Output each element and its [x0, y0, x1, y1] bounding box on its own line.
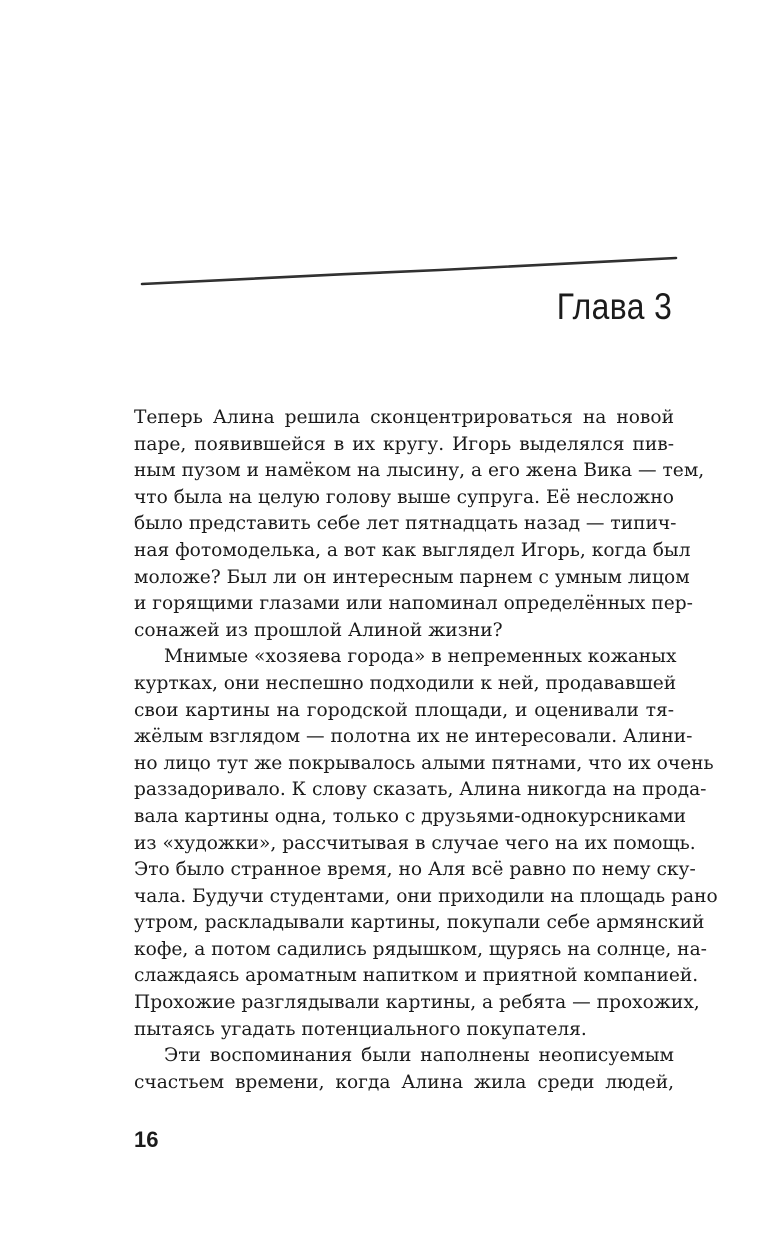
- text-line: Прохожие разглядывали картины, а ребята — прохожих,: [134, 992, 700, 1014]
- text-line: чала. Будучи студентами, они приходили на площадь рано: [134, 885, 718, 907]
- text-line: что была на целую голову выше супруга. Её несложно: [134, 486, 674, 508]
- text-line: и горящими глазами или напоминал определённых пер-: [134, 593, 693, 615]
- text-line: Теперь Алина решила сконцентрироваться на новой: [134, 407, 674, 428]
- text-line: счастьем времени, когда Алина жила среди людей,: [134, 1071, 674, 1093]
- page-number: 16: [134, 1127, 159, 1152]
- text-line: было представить себе лет пятнадцать назад — типич-: [134, 513, 677, 535]
- text-line: раззадоривало. К слову сказать, Алина никогда на прода-: [134, 779, 707, 801]
- text-line: кофе, а потом садились рядышком, щурясь на солнце, на-: [134, 938, 707, 960]
- text-line: Эти воспоминания были наполнены неописуемым: [164, 1045, 674, 1067]
- text-line: Это было странное время, но Аля всё равно по нему ску-: [134, 859, 696, 881]
- text-line: ная фотомоделька, а вот как выглядел Игорь, когда был: [134, 539, 691, 561]
- text-line: паре, появившейся в их кругу. Игорь выделялся пив-: [134, 433, 674, 455]
- text-line: жёлым взглядом — полотна их не интересовали. Алини-: [134, 726, 693, 748]
- text-line: но лицо тут же покрывалось алыми пятнами, что их очень: [134, 752, 714, 774]
- text-line: вала картины одна, только с друзьями-однокурсниками: [134, 805, 687, 827]
- text-line: куртках, они неспешно подходили к ней, продававшей: [134, 672, 677, 694]
- text-line: из «художки», рассчитывая в случае чего на их помощь.: [134, 832, 696, 854]
- text-line: утром, раскладывали картины, покупали себе армянский: [134, 912, 705, 934]
- chapter-title: Глава 3: [556, 286, 672, 327]
- text-line: ным пузом и намёком на лысину, а его жена Вика — тем,: [134, 460, 705, 482]
- text-line: слаждаясь ароматным напитком и приятной компанией.: [134, 965, 699, 987]
- text-line: Мнимые «хозяева города» в непременных кожаных: [164, 646, 677, 668]
- text-line: моложе? Был ли он интересным парнем с умным лицом: [134, 566, 690, 588]
- text-line: сонажей из прошлой Алиной жизни?: [134, 619, 503, 641]
- text-line: пытаясь угадать потенциального покупателя.: [134, 1018, 587, 1040]
- chapter-body: [134, 405, 718, 1096]
- text-line: свои картины на городской площади, и оценивали тя-: [134, 699, 674, 721]
